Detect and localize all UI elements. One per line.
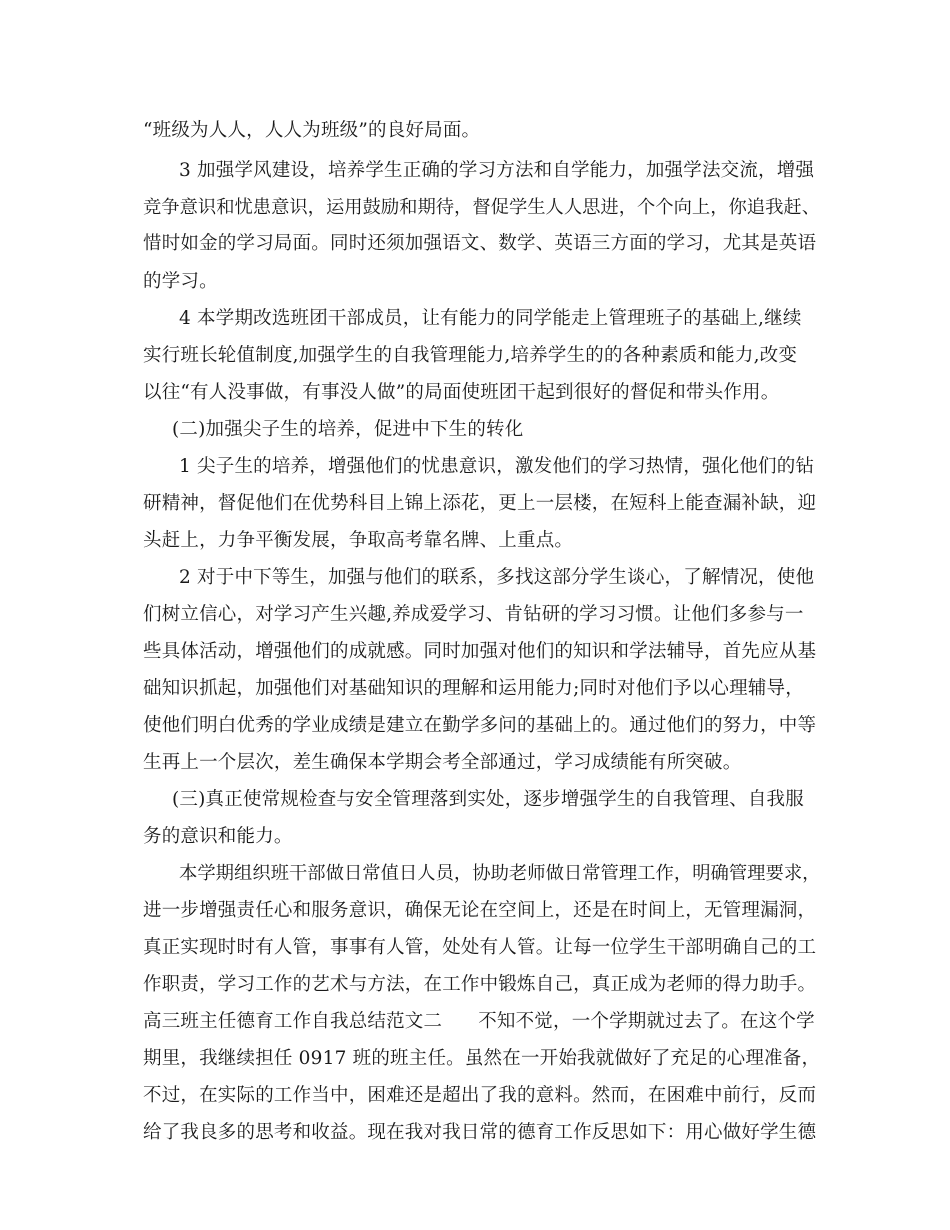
text-line: 真正实现时时有人管，事事有人管，处处有人管。让每一位学生干部明确自己的工	[143, 937, 817, 958]
text-line: 生再上一个层次，差生确保本学期会考全部通过，学习成绩能有所突破。	[143, 752, 742, 773]
text-line: 给了我良多的思考和收益。现在我对我日常的德育工作反思如下：用心做好学生德	[143, 1122, 817, 1143]
text-line: 作职责，学习工作的艺术与方法，在工作中锻炼自己，真正成为老师的得力助手。	[143, 974, 817, 995]
article-intro: 不知不觉，一个学期就过去了。在这个学	[478, 1011, 815, 1032]
text-line: 础知识抓起，加强他们对基础知识的理解和运用能力;同时对他们予以心理辅导，	[143, 678, 804, 699]
article-title-line	[143, 1010, 815, 1034]
text-line: 3 加强学风建设，培养学生正确的学习方法和自学能力，加强学法交流，增强	[179, 160, 815, 181]
text-line: 些具体活动，增强他们的成就感。同时加强对他们的知识和学法辅导，首先应从基	[143, 641, 817, 662]
text-line: 实行班长轮值制度,加强学生的自我管理能力,培养学生的的各种素质和能力,改变	[143, 345, 798, 366]
text-line: 的学习。	[143, 271, 218, 292]
text-line: 们树立信心，对学习产生兴趣,养成爱学习、肯钻研的学习习惯。让他们多参与一	[143, 604, 804, 625]
article-title: 高三班主任德育工作自我总结范文二	[143, 1011, 443, 1032]
text-line: 头赶上，力争平衡发展，争取高考靠名牌、上重点。	[143, 530, 574, 551]
text-line: 研精神，督促他们在优势科目上锦上添花，更上一层楼，在短科上能查漏补缺，迎	[143, 493, 817, 514]
text-line: 2 对于中下等生，加强与他们的联系，多找这部分学生谈心，了解情况，使他	[179, 567, 815, 588]
text-line: 1 尖子生的培养，增强他们的忧患意识，激发他们的学习热情，强化他们的钻	[179, 456, 815, 477]
text-line: “班级为人人，人人为班级”的良好局面。	[143, 120, 481, 141]
section-heading: (三)真正使常规检查与安全管理落到实处，逐步增强学生的自我管理、自我服	[172, 789, 804, 810]
text-line: 进一步增强责任心和服务意识，确保无论在空间上，还是在时间上，无管理漏洞，	[143, 900, 817, 921]
text-line: 不过，在实际的工作当中，困难还是超出了我的意料。然而，在困难中前行，反而	[143, 1085, 817, 1106]
text-line: 本学期组织班干部做日常值日人员，协助老师做日常管理工作，明确管理要求，	[179, 863, 821, 884]
text-line: 使他们明白优秀的学业成绩是建立在勤学多问的基础上的。通过他们的努力，中等	[143, 715, 817, 736]
text-line: 期里，我继续担任 0917 班的班主任。虽然在一开始我就做好了充足的心理准备，	[143, 1048, 821, 1069]
text-line: 竞争意识和忧患意识，运用鼓励和期待，督促学生人人思进，个个向上，你追我赶、	[143, 197, 820, 218]
section-heading: (二)加强尖子生的培养，促进中下生的转化	[172, 419, 524, 440]
text-line: 4 本学期改选班团干部成员，让有能力的同学能走上管理班子的基础上,继续	[179, 308, 802, 329]
text-line: 惜时如金的学习局面。同时还须加强语文、数学、英语三方面的学习，尤其是英语	[143, 233, 817, 254]
text-line: 以往“有人没事做，有事没人做”的局面使班团干起到很好的督促和带头作用。	[143, 382, 780, 403]
text-line: 务的意识和能力。	[143, 826, 293, 847]
